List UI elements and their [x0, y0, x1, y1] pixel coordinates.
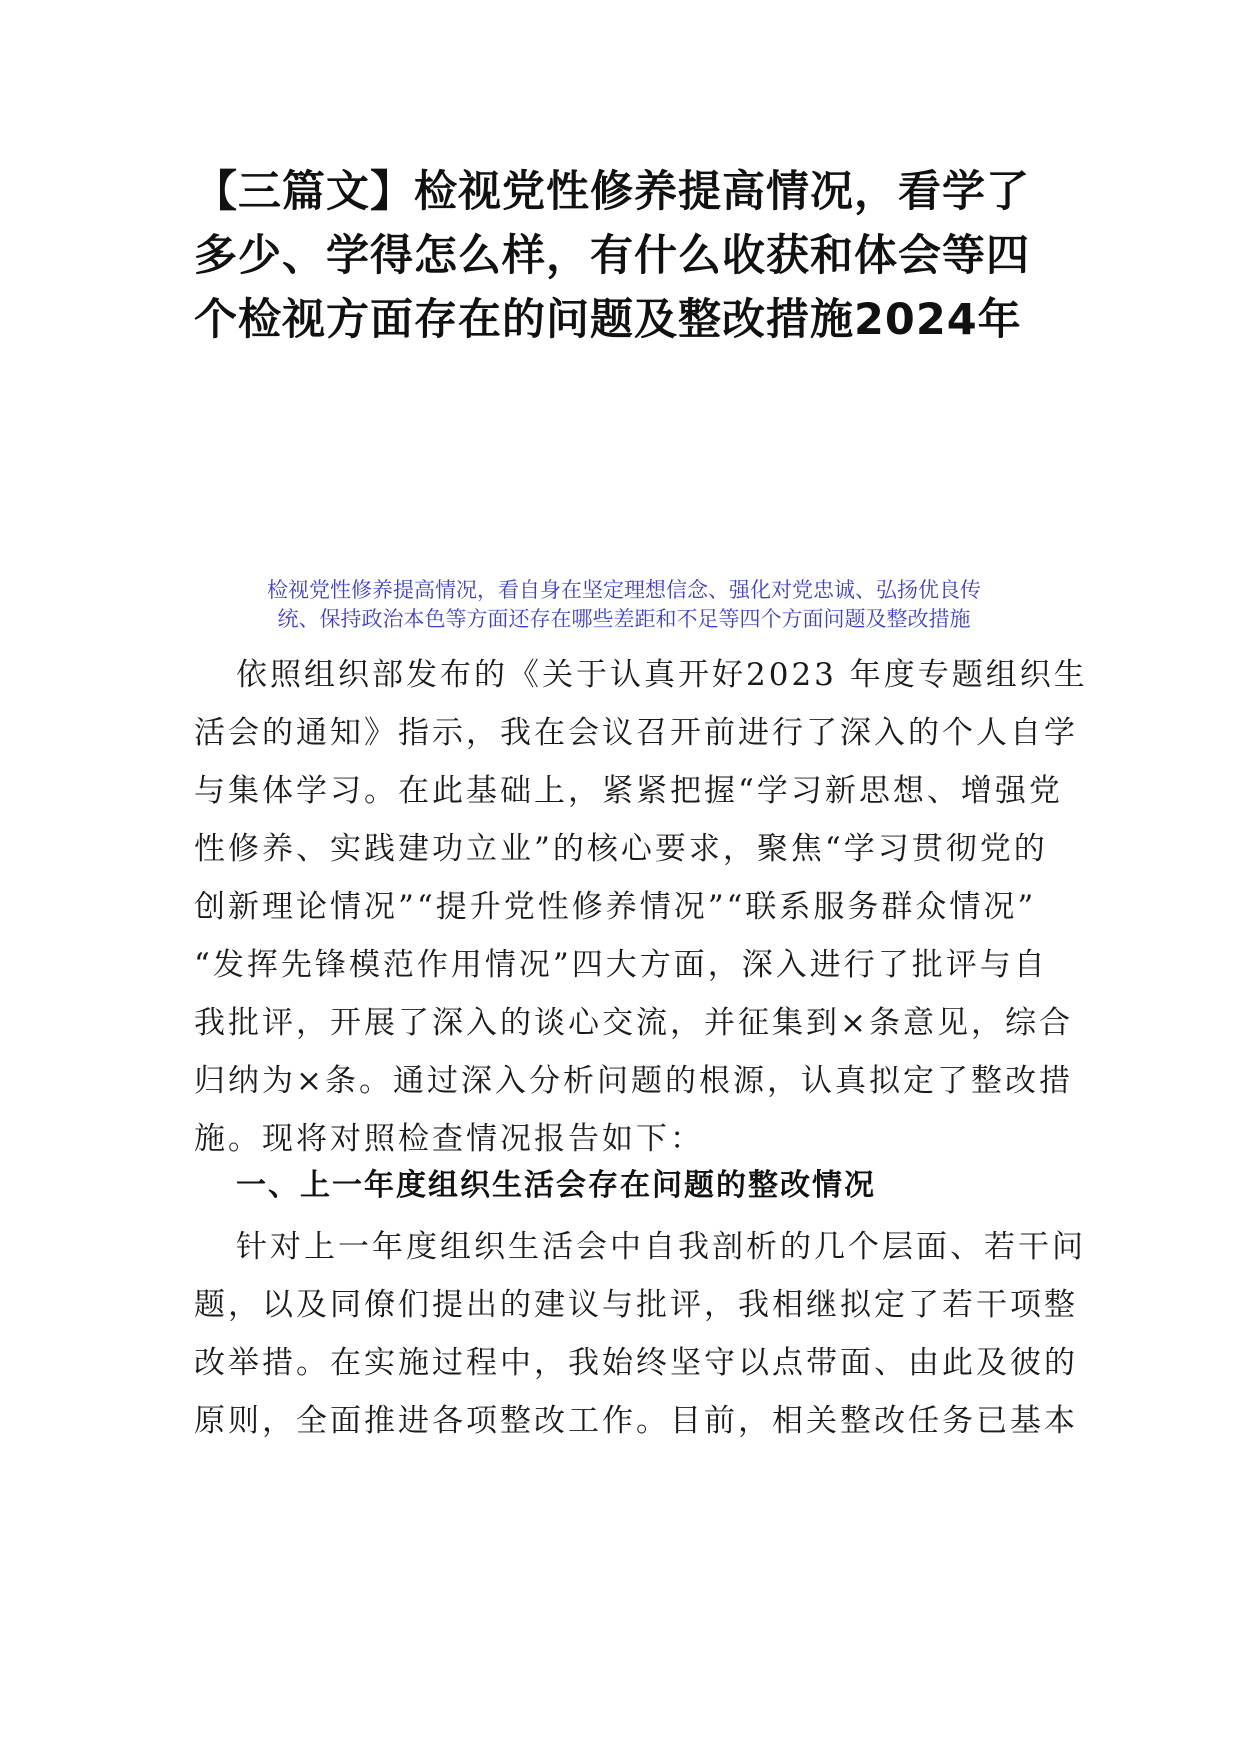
paragraph-line: 依照组织部发布的《关于认真开好2023 年度专题组织生	[236, 657, 1088, 693]
paragraph-line: 针对上一年度组织生活会中自我剖析的几个层面、若干问	[236, 1229, 1086, 1265]
paragraph-line: 活会的通知》指示，我在会议召开前进行了深入的个人自学	[194, 715, 1078, 751]
paragraph-line: 与集体学习。在此基础上，紧紧把握“学习新思想、增强党	[194, 773, 1063, 809]
subtitle-line: 统、保持政治本色等方面还存在哪些差距和不足等四个方面问题及整改措施	[277, 607, 971, 631]
paragraph-line: 施。现将对照检查情况报告如下：	[194, 1121, 704, 1157]
paragraph-line: 改举措。在实施过程中，我始终坚守以点带面、由此及彼的	[194, 1345, 1078, 1381]
intro-paragraph	[194, 646, 1088, 1168]
title-line: 个检视方面存在的问题及整改措施2024年	[194, 295, 1022, 345]
paragraph-line: 我批评，开展了深入的谈心交流，并征集到×条意见，综合	[194, 1005, 1073, 1041]
section-paragraph	[194, 1218, 1086, 1450]
document-subtitle	[186, 576, 1062, 634]
paragraph-line: 归纳为×条。通过深入分析问题的根源，认真拟定了整改措	[194, 1063, 1073, 1099]
title-line: 【三篇文】检视党性修养提高情况，看学了	[194, 167, 1030, 217]
paragraph-line: 题，以及同僚们提出的建议与批评，我相继拟定了若干项整	[194, 1287, 1078, 1323]
document-title	[194, 160, 1054, 352]
paragraph-line: 原则，全面推进各项整改工作。目前，相关整改任务已基本	[194, 1403, 1078, 1439]
paragraph-line: “发挥先锋模范作用情况”四大方面，深入进行了批评与自	[194, 947, 1048, 983]
paragraph-line: 性修养、实践建功立业”的核心要求，聚焦“学习贯彻党的	[194, 831, 1048, 867]
title-line: 多少、学得怎么样，有什么收获和体会等四	[194, 231, 1030, 281]
paragraph-line: 创新理论情况”“提升党性修养情况”“联系服务群众情况”	[194, 889, 1037, 925]
section-heading: 一、上一年度组织生活会存在问题的整改情况	[236, 1168, 876, 1203]
subtitle-line: 检视党性修养提高情况，看自身在坚定理想信念、强化对党忠诚、弘扬优良传	[267, 578, 981, 602]
